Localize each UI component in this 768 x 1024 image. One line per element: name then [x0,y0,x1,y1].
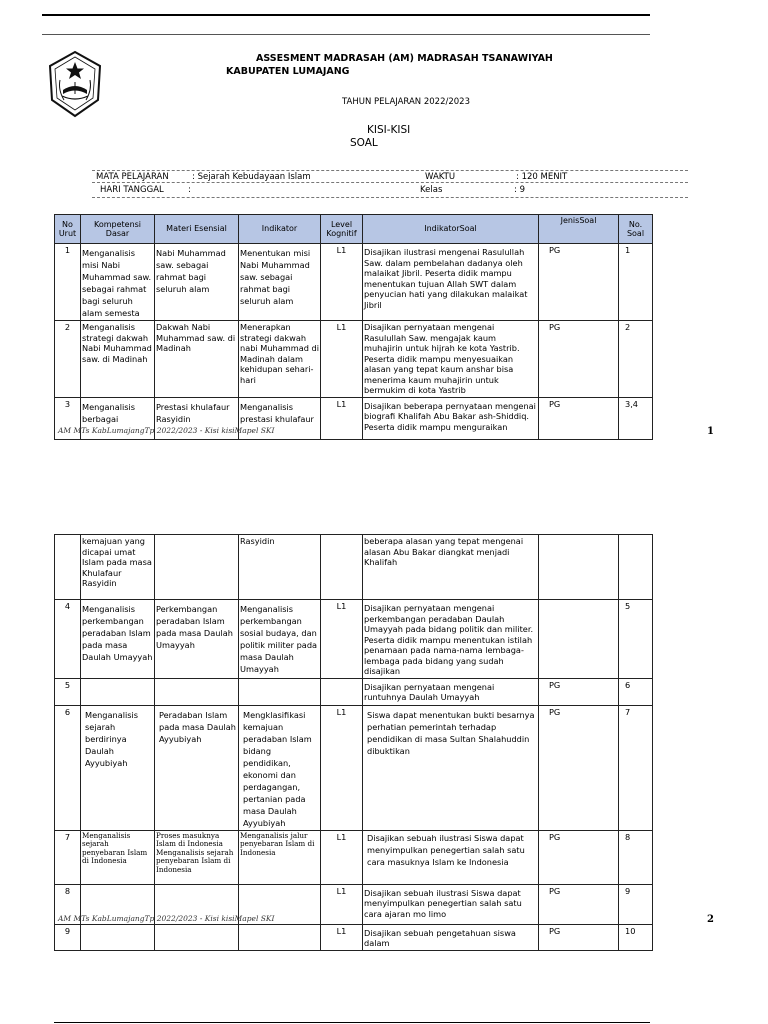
row-jenis: PG [539,244,619,321]
header-materi-esensial: Materi Esensial [155,215,239,244]
row-indikator-soal: Siswa dapat menentukan bukti besarnya perhatian pemerintah terhadap pendidikan di masa Sultan Shalahuddin dibuktikan [363,705,539,830]
table-row [55,321,653,398]
row-level: L1 [321,244,363,321]
table-row [55,830,653,884]
table-row [55,924,653,950]
row-no-soal: 2 [619,321,653,398]
doc-title-line2: KABUPATEN LUMAJANG [226,66,350,77]
row-indikator-soal: Disajikan pernyataan mengenai runtuhnya Daulah Umayyah [363,678,539,705]
header-kompetensi-dasar: Kompetensi Dasar [81,215,155,244]
row-jenis: PG [539,884,619,924]
row-no-soal: 6 [619,678,653,705]
row-no: 5 [55,678,81,705]
row-level: L1 [321,397,363,439]
mapel-label: MATA PELAJARAN [96,172,169,182]
row-level: L1 [321,321,363,398]
row-no: 8 [55,884,81,924]
row-indikator [239,678,321,705]
row-kd: Menganalisis misi Nabi Muhammad saw. sebagai rahmat bagi seluruh alam semesta [81,244,155,321]
row-indikator-soal: Disajikan sebuah pengetahuan siswa dalam [363,924,539,950]
row-no: 9 [55,924,81,950]
row-jenis: PG [539,924,619,950]
table-row [55,600,653,679]
row-no-soal [619,535,653,600]
row-no-soal: 3,4 [619,397,653,439]
hari-value: : [188,185,191,195]
table-header-row [55,215,653,244]
row-materi: Nabi Muhammad saw. sebagai rahmat bagi seluruh alam [155,244,239,321]
academic-year: TAHUN PELAJARAN 2022/2023 [342,97,470,107]
row-materi: Perkembangan peradaban Islam pada masa Daulah Umayyah [155,600,239,679]
page-number-2: 2 [707,914,714,925]
row-kd: Menganalisis berbagai [81,397,155,439]
waktu-value: : 120 MENIT [516,172,568,182]
row-materi: Peradaban Islam pada masa Daulah Ayyubiyah [155,705,239,830]
info-rule-bottom [92,197,688,198]
header-indikator-soal: IndikatorSoal [363,215,539,244]
info-rule-top [92,170,688,171]
table-row [55,535,653,600]
top-rule-2 [42,34,650,35]
hari-label: HARI TANGGAL [100,185,164,195]
row-no-soal: 1 [619,244,653,321]
row-no: 7 [55,830,81,884]
row-jenis [539,600,619,679]
row-materi: Proses masuknya Islam di Indonesia Menganalisis sejarah penyebaran Islam di Indonesia [155,830,239,884]
row-kd: Menganalisis sejarah penyebaran Islam di Indonesia [81,830,155,884]
row-indikator: Menerapkan strategi dakwah nabi Muhammad di Madinah dalam kehidupan sehari-hari [239,321,321,398]
row-no: 1 [55,244,81,321]
soal-heading: SOAL [350,137,378,149]
row-kd: Menganalisis sejarah berdirinya Daulah Ayyubiyah [81,705,155,830]
waktu-label: WAKTU [425,172,456,182]
doc-title-line1: ASSESMENT MADRASAH (AM) MADRASAH TSANAWIYAH [256,53,553,64]
row-kd [81,678,155,705]
row-materi [155,678,239,705]
row-kd [81,924,155,950]
header-no-urut: No Urut [55,215,81,244]
kemenag-emblem-icon [48,50,102,118]
kelas-label: Kelas [420,185,443,195]
row-kd: Menganalisis strategi dakwah Nabi Muhammad saw. di Madinah [81,321,155,398]
row-level [321,535,363,600]
row-indikator: Menganalisis prestasi khulafaur [239,397,321,439]
row-indikator-soal: Disajikan ilustrasi mengenai Rasulullah Saw. dalam pembelahan dadanya oleh malaikat Jibril. Peserta didik mampu menentukan tujuan Allah SWT dalam penyucian hati yang dilakukan malaikat Jibril [363,244,539,321]
row-indikator: Mengklasifikasi kemajuan peradaban Islam bidang pendidikan, ekonomi dan perdagangan, pertanian pada masa Daulah Ayyubiyah [239,705,321,830]
row-materi [155,535,239,600]
row-jenis: PG [539,830,619,884]
row-materi: Dakwah Nabi Muhammad saw. di Madinah [155,321,239,398]
row-indikator-soal: Disajikan sebuah ilustrasi Siswa dapat menyimpulkan penegertian salah satu cara masuknya Islam ke Indonesia [363,830,539,884]
row-no-soal: 10 [619,924,653,950]
header-jenis-soal: JenisSoal [539,215,619,244]
info-rule-mid [92,182,688,183]
row-level: L1 [321,705,363,830]
header-indikator: Indikator [239,215,321,244]
row-indikator-soal: Disajikan sebuah ilustrasi Siswa dapat menyimpulkan penegertian salah satu cara ajaran mo limo [363,884,539,924]
row-no-soal: 8 [619,830,653,884]
mapel-value: : Sejarah Kebudayaan Islam [192,172,311,182]
kisi-table-page2 [54,534,653,951]
row-kd: Menganalisis perkembangan peradaban Islam pada masa Daulah Umayyah [81,600,155,679]
row-materi: Prestasi khulafaur Rasyidin [155,397,239,439]
row-indikator-soal: Disajikan pernyataan mengenai Rasulullah Saw. mengajak kaum muhajirin untuk hijrah ke kota Yastrib. Peserta didik mampu menyesuaikan alasan yang tepat kaum anshar bisa menerima kaum muhajirin untuk bermukim di kota Yastrib [363,321,539,398]
row-indikator-soal: Disajikan pernyataan mengenai perkembangan peradaban Daulah Umayyah pada bidang politik dan militer. Peserta didik mampu menentukan istilah penamaan pada nama-nama lembaga-lembaga pada bidang yang sudah disajikan [363,600,539,679]
row-level: L1 [321,830,363,884]
row-kd: kemajuan yang dicapai umat Islam pada masa Khulafaur Rasyidin [81,535,155,600]
row-level: L1 [321,884,363,924]
bottom-rule [54,1022,650,1023]
row-no: 6 [55,705,81,830]
row-no: 2 [55,321,81,398]
page-footer-2: AM MTs KabLumajangTp 2022/2023 - Kisi kisiMapel SKI [58,914,275,923]
row-jenis: PG [539,321,619,398]
table-row [55,244,653,321]
kisi-heading: KISI-KISI [367,124,411,136]
row-indikator: Menentukan misi Nabi Muhammad saw. sebagai rahmat bagi seluruh alam [239,244,321,321]
header-no-soal: No. Soal [619,215,653,244]
row-no-soal: 7 [619,705,653,830]
table-row [55,678,653,705]
row-no-soal: 9 [619,884,653,924]
row-no: 3 [55,397,81,439]
row-indikator: Menganalisis jalur penyebaran Islam di Indonesia [239,830,321,884]
row-jenis: PG [539,705,619,830]
table-row [55,705,653,830]
row-indikator-soal: Disajikan beberapa pernyataan mengenai biografi Khalifah Abu Bakar ash-Shiddiq. Peserta didik mampu menguraikan [363,397,539,439]
row-no [55,535,81,600]
kisi-table-page1 [54,214,653,440]
row-materi [155,924,239,950]
row-no: 4 [55,600,81,679]
header-level-kognitif: Level Kognitif [321,215,363,244]
row-jenis: PG [539,397,619,439]
row-level: L1 [321,600,363,679]
row-indikator: Menganalisis perkembangan sosial budaya, dan politik militer pada masa Daulah Umayyah [239,600,321,679]
page-number-1: 1 [707,426,714,437]
row-level: L1 [321,924,363,950]
row-jenis: PG [539,678,619,705]
row-indikator-soal: beberapa alasan yang tepat mengenai alasan Abu Bakar diangkat menjadi Khalifah [363,535,539,600]
row-indikator: Rasyidin [239,535,321,600]
page-footer-1: AM MTs KabLumajangTp 2022/2023 - Kisi kisiMapel SKI [58,426,275,435]
row-indikator [239,924,321,950]
row-no-soal: 5 [619,600,653,679]
kelas-value: : 9 [514,185,525,195]
row-jenis [539,535,619,600]
row-level [321,678,363,705]
top-rule-1 [42,14,650,16]
